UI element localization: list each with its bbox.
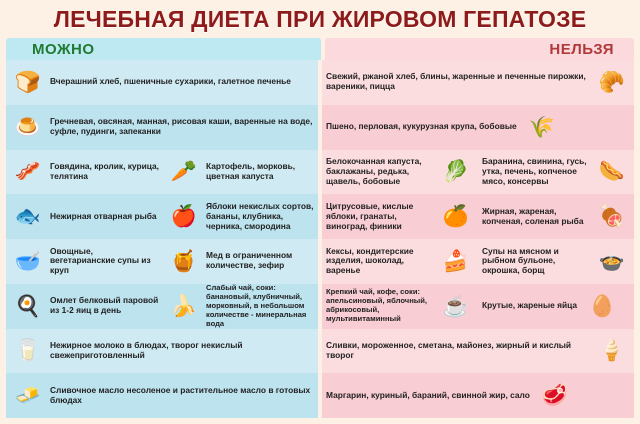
list-item-label: Крепкий чай, кофе, соки: апельсиновый, яблочный, абрикосовый, мультивитаминный: [326, 287, 428, 324]
list-item: [162, 150, 318, 195]
list-item: [322, 284, 478, 329]
table-row: [322, 150, 634, 195]
list-item: [322, 373, 634, 418]
table-row: [6, 284, 318, 329]
table-row: [6, 150, 318, 195]
list-item: [6, 373, 318, 418]
list-item: [322, 329, 634, 374]
list-item: [6, 284, 162, 329]
broth-soup-icon: 🍲: [598, 249, 626, 273]
list-item-label: Цитрусовые, кислые яблоки, гранаты, виноград, финики: [326, 200, 414, 231]
list-item-label: Баранина, свинина, гусь, утка, печень, копченое мясо, консервы: [482, 156, 587, 186]
column-headers: [0, 38, 640, 60]
grain-icon: 🌾: [528, 115, 555, 139]
juice-icon: 🍌: [170, 294, 198, 318]
table-row: [322, 329, 634, 374]
list-item-label: Свежий, ржаной хлеб, блины, жаренные и печенные пирожки, вареники, пицца: [326, 71, 586, 92]
list-item-label: Слабый чай, соки: банановый, клубничный, морковный, в небольшом количестве - минеральная вода: [206, 282, 307, 328]
soup-icon: 🥣: [14, 249, 42, 273]
table-row: [322, 239, 634, 284]
list-item-label: Говядина, кролик, курица, телятина: [50, 160, 159, 181]
list-item: [322, 239, 478, 284]
list-item-label: Омлет белковый паровой из 1-2 яиц в день: [50, 295, 159, 316]
eggs-icon: 🥚: [588, 294, 616, 318]
fruit-icon: 🍎: [170, 205, 198, 229]
list-item-label: Супы на мясном и рыбном бульоне, окрошка, борщ: [482, 245, 559, 276]
list-item: [322, 105, 634, 150]
list-item: [162, 284, 318, 329]
milk-icon: 🥛: [14, 339, 42, 363]
list-item-label: Маргарин, куриный, бараний, свинной жир, сало: [326, 389, 530, 400]
fried-food-icon: 🍖: [598, 205, 626, 229]
allowed-column: [6, 60, 318, 418]
table-row: [322, 60, 634, 105]
butter-icon: 🧈: [14, 384, 42, 408]
vegetables-icon: 🥕: [170, 160, 198, 184]
list-item: [478, 239, 634, 284]
list-item: [6, 239, 162, 284]
list-item-label: Мед в ограниченном количестве, зефир: [206, 250, 293, 271]
table-row: [6, 373, 318, 418]
table-row: [322, 194, 634, 239]
header-forbidden: НЕЛЬЗЯ: [325, 38, 634, 60]
list-item: [6, 60, 318, 105]
list-item-label: Жирная, жареная, копченая, соленая рыба: [482, 205, 584, 226]
table-row: [6, 329, 318, 374]
list-item: [6, 329, 318, 374]
list-item: [322, 150, 478, 195]
icecream-icon: 🍦: [598, 339, 626, 363]
citrus-icon: 🍊: [442, 205, 470, 229]
table-row: [6, 239, 318, 284]
list-item: [478, 194, 634, 239]
fish-icon: 🐟: [14, 205, 42, 229]
table-row: [6, 194, 318, 239]
diet-table: [0, 60, 640, 418]
list-item: [478, 284, 634, 329]
lard-icon: 🥩: [541, 384, 568, 408]
coffee-icon: ☕: [442, 294, 470, 318]
sausage-icon: 🌭: [598, 160, 626, 184]
list-item-label: Кексы, кондитерские изделия, шоколад, варенье: [326, 245, 414, 276]
cabbage-icon: 🥬: [442, 160, 470, 184]
table-row: [6, 60, 318, 105]
list-item-label: Пшено, перловая, кукурузная крупа, бобовые: [326, 121, 517, 132]
list-item-label: Нежирная отварная рыба: [50, 210, 157, 221]
omelet-icon: 🍳: [14, 294, 42, 318]
page-title: ЛЕЧЕБНАЯ ДИЕТА ПРИ ЖИРОВОМ ГЕПАТОЗЕ: [53, 5, 587, 32]
list-item-label: Картофель, морковь, цветная капуста: [206, 160, 296, 181]
cake-icon: 🍰: [442, 249, 470, 273]
list-item: [162, 194, 318, 239]
list-item-label: Вчерашний хлеб, пшеничные сухарики, галетное печенье: [50, 76, 291, 87]
list-item: [6, 150, 162, 195]
table-row: [322, 284, 634, 329]
table-row: [322, 373, 634, 418]
list-item-label: Гречневая, овсяная, манная, рисовая каши, варенные на воде, суфле, пудинги, запеканки: [50, 116, 313, 137]
list-item-label: Крутые, жареные яйца: [482, 300, 578, 311]
bread-icon: 🍞: [14, 70, 42, 94]
title-bar: [0, 0, 640, 38]
list-item-label: Сливочное масло несоленое и растительное масло в готовых блюдах: [50, 384, 311, 405]
list-item-label: Овощные, вегетарианские супы из круп: [50, 245, 151, 276]
list-item: [6, 194, 162, 239]
forbidden-column: [322, 60, 634, 418]
list-item: [322, 194, 478, 239]
meat-icon: 🥓: [14, 160, 42, 184]
list-item-label: Нежирное молоко в блюдах, творог некислый свежеприготовленный: [50, 339, 243, 360]
list-item: [6, 105, 318, 150]
table-row: [6, 105, 318, 150]
list-item: [162, 239, 318, 284]
list-item-label: Яблоки некислых сортов, бананы, клубника, черника, смородина: [206, 200, 314, 231]
porridge-icon: 🍮: [14, 115, 42, 139]
table-row: [322, 105, 634, 150]
list-item: [478, 150, 634, 195]
list-item: [322, 60, 634, 105]
list-item-label: Сливки, мороженное, сметана, майонез, жирный и кислый творог: [326, 339, 572, 360]
list-item-label: Белокочанная капуста, баклажаны, редька, щавель, бобовые: [326, 156, 422, 186]
fresh-bread-icon: 🥐: [598, 70, 626, 94]
honey-icon: 🍯: [170, 249, 198, 273]
header-allowed: МОЖНО: [6, 38, 321, 60]
